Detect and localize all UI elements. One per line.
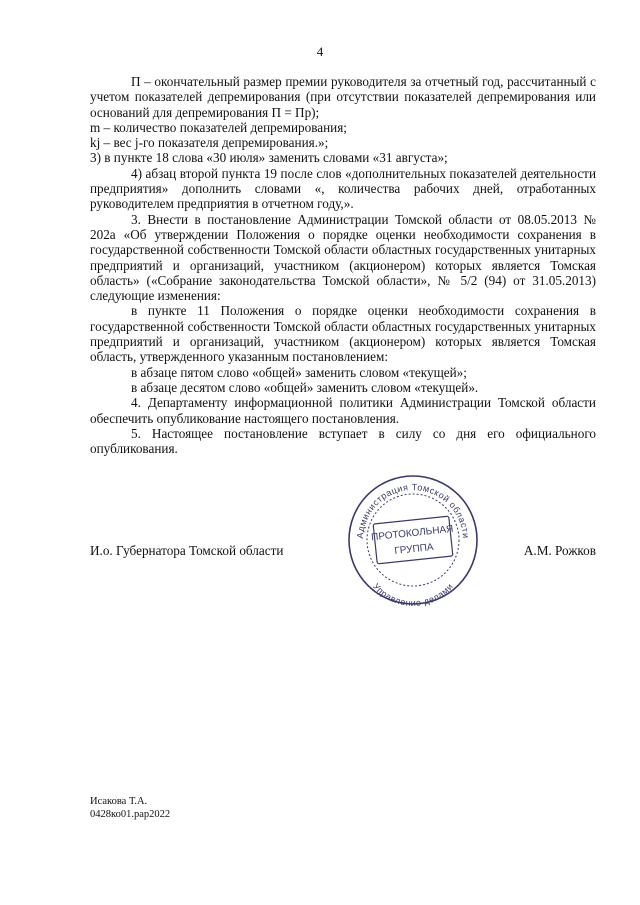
paragraph: 4. Департаменту информационной политики Администрации Томской области обеспечить опубликование настоящего постановления. [90,395,596,426]
document-body [90,74,596,456]
paragraph: 5. Настоящее постановление вступает в силу со дня его официального опубликования. [90,425,596,457]
executor-name: Исакова Т.А. [90,796,148,807]
footer [90,795,170,821]
paragraph: в пункте 11 Положения о порядке оценки необходимости сохранения в государственной собственности Томской области областных государственных унитарных предприятий и организаций, участником (акционером) которых является Томская область, утвержденного указанным постановлением: [90,303,596,365]
svg-text:ГРУППА: ГРУППА [393,541,435,557]
page-number: 4 [316,44,324,59]
svg-text:Управление делами: Управление делами [370,581,456,609]
svg-text:Администрация Томской области: Администрация Томской области [354,481,472,539]
paragraph: kj – вес j-го показателя депремирования.»; [90,135,329,151]
file-code: 0428ко01.рар2022 [90,809,171,820]
paragraph: m – количество показателей депремирования; [90,119,347,135]
stamp [343,470,483,610]
paragraph: 3. Внести в постановление Администрации Томской области от 08.05.2013 № 202а «Об утверждении Положения о порядке оценки необходимости сохранения в государственной собственности Томской области областных государственных унитарных предприятий и организаций, участником (акционером) которых является Томская область» («Собрание законодательства Томской области», № 5/2 (94) от 31.05.2013) следующие изменения: [90,211,596,304]
paragraph: в абзаце десятом слово «общей» заменить словом «текущей». [131,379,479,395]
paragraph: 3) в пункте 18 слова «30 июля» заменить словами «31 августа»; [90,150,448,166]
signatory-position: И.о. Губернатора Томской области [90,543,284,558]
paragraph: в абзаце пятом слово «общей» заменить словом «текущей»; [131,364,467,380]
svg-text:ПРОТОКОЛЬНАЯ: ПРОТОКОЛЬНАЯ [370,523,454,544]
paragraph: 4) абзац второй пункта 19 после слов «дополнительных показателей деятельности предприятия» дополнить словами «, количества рабочих дней, отработанных руководителем предприятия в отчетном году,». [90,165,596,212]
paragraph: П – окончательный размер премии руководителя за отчетный год, рассчитанный с учетом показателей депремирования (при отсутствии показателей депремирования или оснований для депремирования П = Пр); [90,74,596,120]
signatory-name: А.М. Рожков [523,543,596,558]
